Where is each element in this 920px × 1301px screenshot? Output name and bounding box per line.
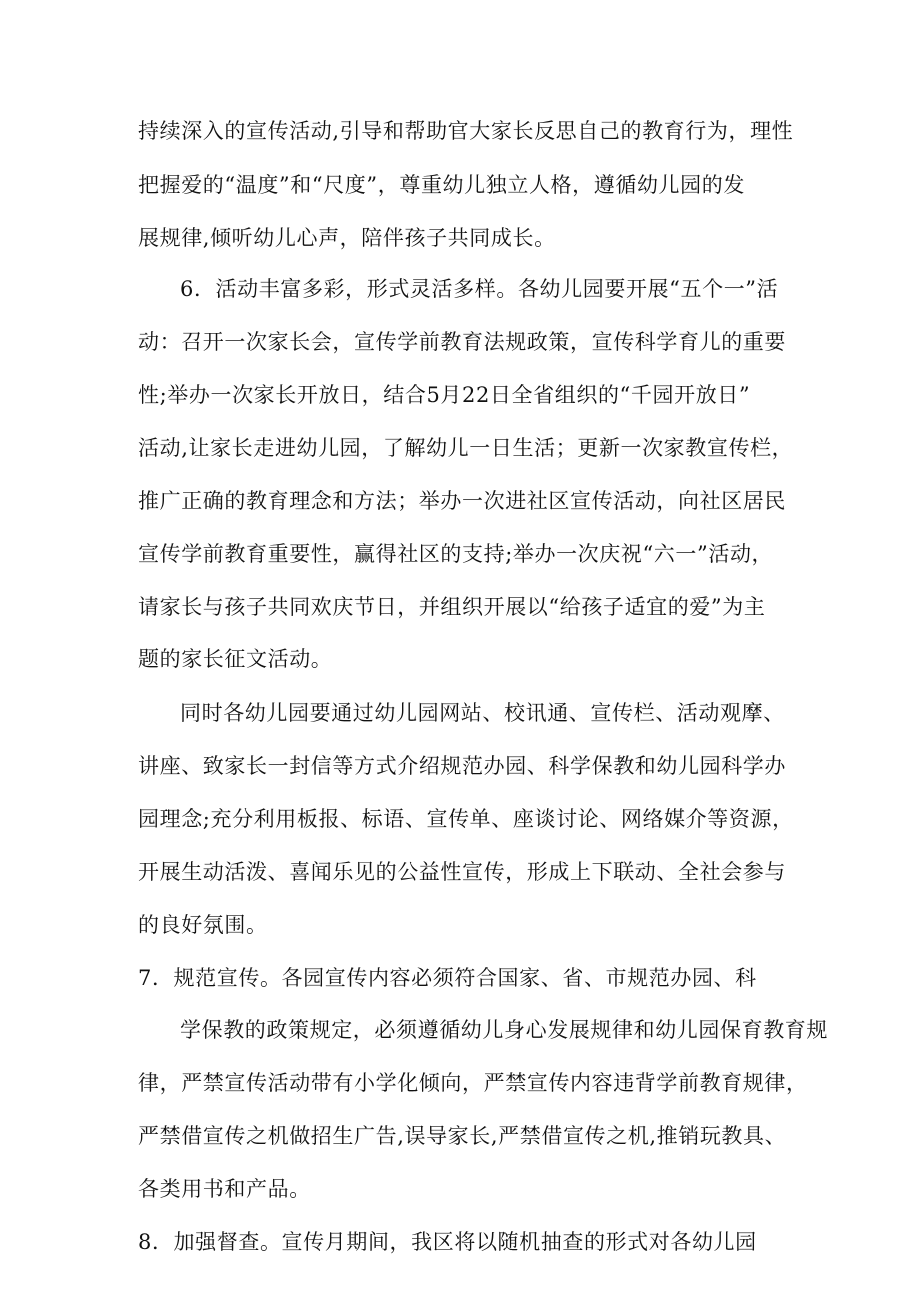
text-line: 7．规范宣传。各园宣传内容必须符合国家、省、市规范办园、科 xyxy=(138,966,757,990)
text-line: 开展生动活泼、喜闻乐见的公益性宣传，形成上下联动、全社会参与 xyxy=(138,860,786,884)
text-line: 的良好氛围。 xyxy=(138,913,268,937)
text-line: 把握爱的“温度”和“尺度”，尊重幼儿独立人格，遵循幼儿园的发 xyxy=(138,173,745,197)
text-line: 请家长与孩子共同欢庆节日，并组织开展以“给孩子适宜的爱”为主 xyxy=(138,595,766,619)
text-line: 活动,让家长走进幼儿园，了解幼儿一日生活；更新一次家教宣传栏， xyxy=(138,436,794,460)
text-line: 律，严禁宣传活动带有小学化倾向，严禁宣传内容违背学前教育规律， xyxy=(138,1071,808,1095)
text-line: 展规律,倾听幼儿心声，陪伴孩子共同成长。 xyxy=(138,226,556,250)
text-line: 题的家长征文活动。 xyxy=(138,647,333,671)
text-line: 推广正确的教育理念和方法；举办一次进社区宣传活动，向社区居民 xyxy=(138,489,786,513)
text-line: 严禁借宣传之机做招生广告,误导家长,严禁借宣传之机,推销玩教具、 xyxy=(138,1124,787,1148)
text-line: 同时各幼儿园要通过幼儿园网站、校讯通、宣传栏、活动观摩、 xyxy=(180,701,785,725)
text-line: 园理念;充分利用板报、标语、宣传单、座谈讨论、网络媒介等资源， xyxy=(138,807,794,831)
text-line: 学保教的政策规定，必须遵循幼儿身心发展规律和幼儿园保育教育规 xyxy=(180,1018,828,1042)
text-line: 6．活动丰富多彩，形式灵活多样。各幼儿园要开展“五个一”活 xyxy=(180,277,779,301)
text-line: 8．加强督查。宣传月期间，我区将以随机抽查的形式对各幼儿园 xyxy=(138,1230,757,1254)
text-line: 讲座、致家长一封信等方式介绍规范办园、科学保教和幼儿园科学办 xyxy=(138,754,786,778)
text-line: 宣传学前教育重要性，赢得社区的支持;举办一次庆祝“六一”活动， xyxy=(138,542,774,566)
text-line: 持续深入的宣传活动,引导和帮助官大家长反思自己的教育行为，理性 xyxy=(138,119,794,143)
text-line: 各类用书和产品。 xyxy=(138,1177,311,1201)
text-line: 动：召开一次家长会，宣传学前教育法规政策，宣传科学育儿的重要 xyxy=(138,330,786,354)
text-line: 性;举办一次家长开放日，结合5月22日全省组织的“千园开放日” xyxy=(138,383,751,407)
